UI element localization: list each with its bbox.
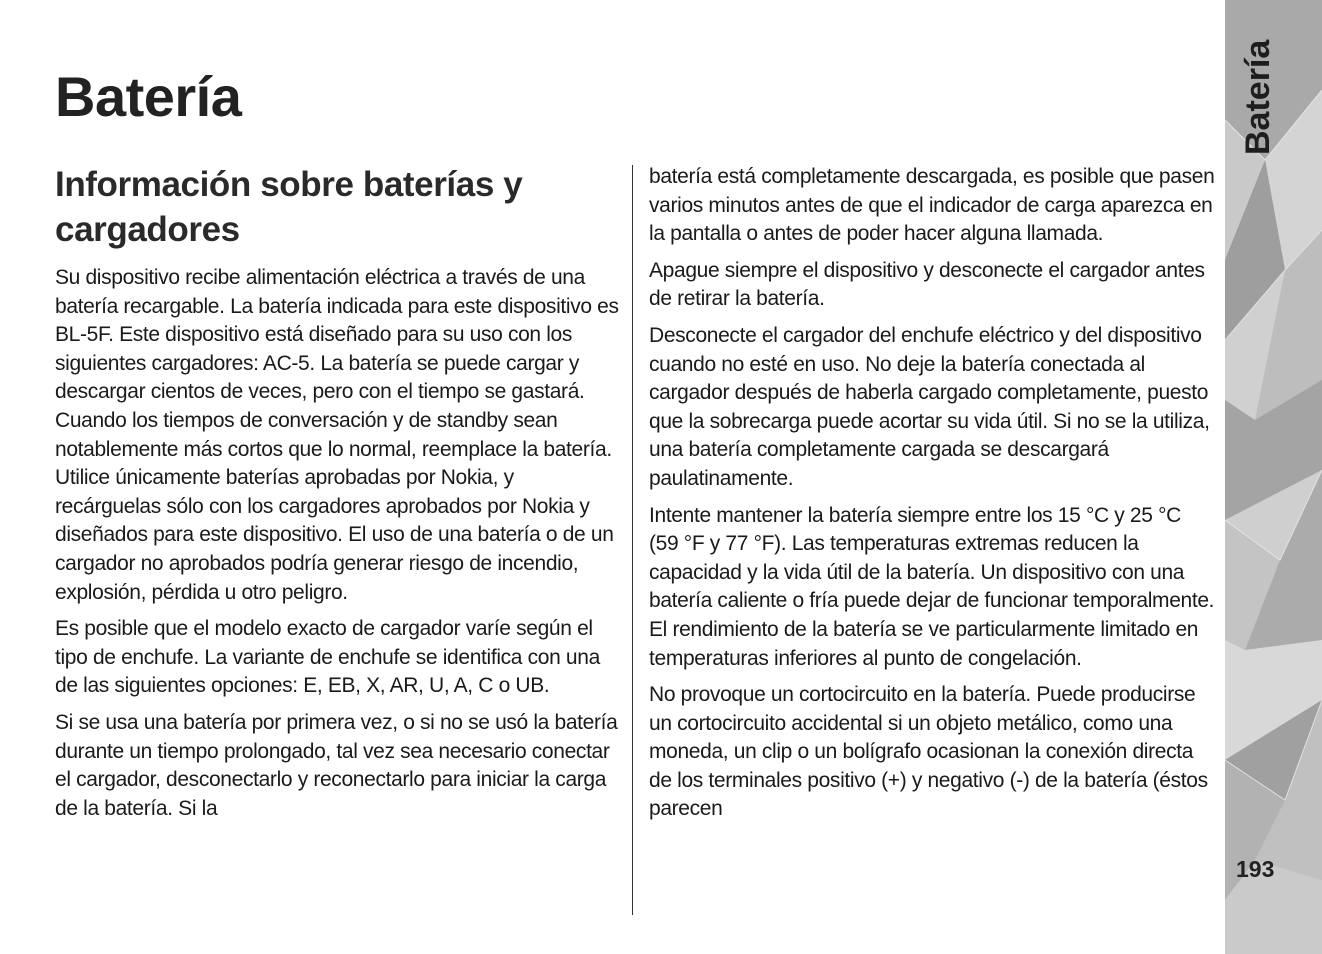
side-chapter-label: Batería xyxy=(1239,39,1277,155)
paragraph-battery-info: Su dispositivo recibe alimentación eléctrica a través de una batería recargable. La batería indicada para este dispositivo es BL-5F. Este dispositivo está diseñado para su uso con los siguientes cargadores: AC-5. La batería se puede cargar y descargar cientos de veces, pero con el tiempo se gastará. Cuando los tiempos de conversación y de standby sean notablemente más cortos que lo normal, reemplace la batería. Utilice únicamente baterías aprobadas por Nokia, y recárguelas sólo con los cargadores aprobados por Nokia y diseñados para este dispositivo. El uso de una batería o de un cargador no aprobados podría generar riesgo de incendio, explosión, pérdida u otro peligro. xyxy=(55,266,619,604)
section-heading: Información sobre baterías y cargadores xyxy=(55,165,523,249)
paragraph-disconnect: Desconecte el cargador del enchufe eléctrico y del dispositivo cuando no esté en uso. No deje la batería conectada al cargador después de haberla cargado completamente, puesto que la sobrecarga puede acortar su vida útil. Si no se la utiliza, una batería completamente cargada se descargará paulatinamente. xyxy=(649,323,1210,490)
paragraph-short-circuit: No provoque un cortocircuito en la batería. Puede producirse un cortocircuito accidental si un objeto metálico, como una moneda, un clip o un bolígrafo ocasionan la conexión directa de los terminales positivo (+) y negativo (-) de la batería (éstos parecen xyxy=(649,683,1208,821)
paragraph-charger-model: Es posible que el modelo exacto de cargador varíe según el tipo de enchufe. La variante de enchufe se identifica con una de las siguientes opciones: E, EB, X, AR, U, A, C o UB. xyxy=(55,617,600,698)
paragraph-switch-off: Apague siempre el dispositivo y desconecte el cargador antes de retirar la batería. xyxy=(649,258,1205,311)
page-title: Batería xyxy=(55,65,242,128)
paragraph-first-use: Si se usa una batería por primera vez, o si no se usó la batería durante un tiempo prolongado, tal vez sea necesario conectar el cargador, desconectarlo y reconectarlo para iniciar la carga de la batería. Si la xyxy=(55,710,618,820)
page-number: 193 xyxy=(1236,856,1275,882)
column-divider xyxy=(632,165,633,915)
right-column xyxy=(649,163,1215,832)
left-column xyxy=(55,162,623,831)
paragraph-discharged: batería está completamente descargada, es posible que pasen varios minutos antes de que el indicador de carga aparezca en la pantalla o antes de poder hacer alguna llamada. xyxy=(649,165,1215,246)
paragraph-temperature: Intente mantener la batería siempre entre los 15 °C y 25 °C (59 °F y 77 °F). Las temperaturas extremas reducen la capacidad y la vida útil de la batería. Un dispositivo con una batería caliente o fría puede dejar de funcionar temporalmente. El rendimiento de la batería se ve particularmente limitado en temperaturas inferiores al punto de congelación. xyxy=(649,503,1215,670)
